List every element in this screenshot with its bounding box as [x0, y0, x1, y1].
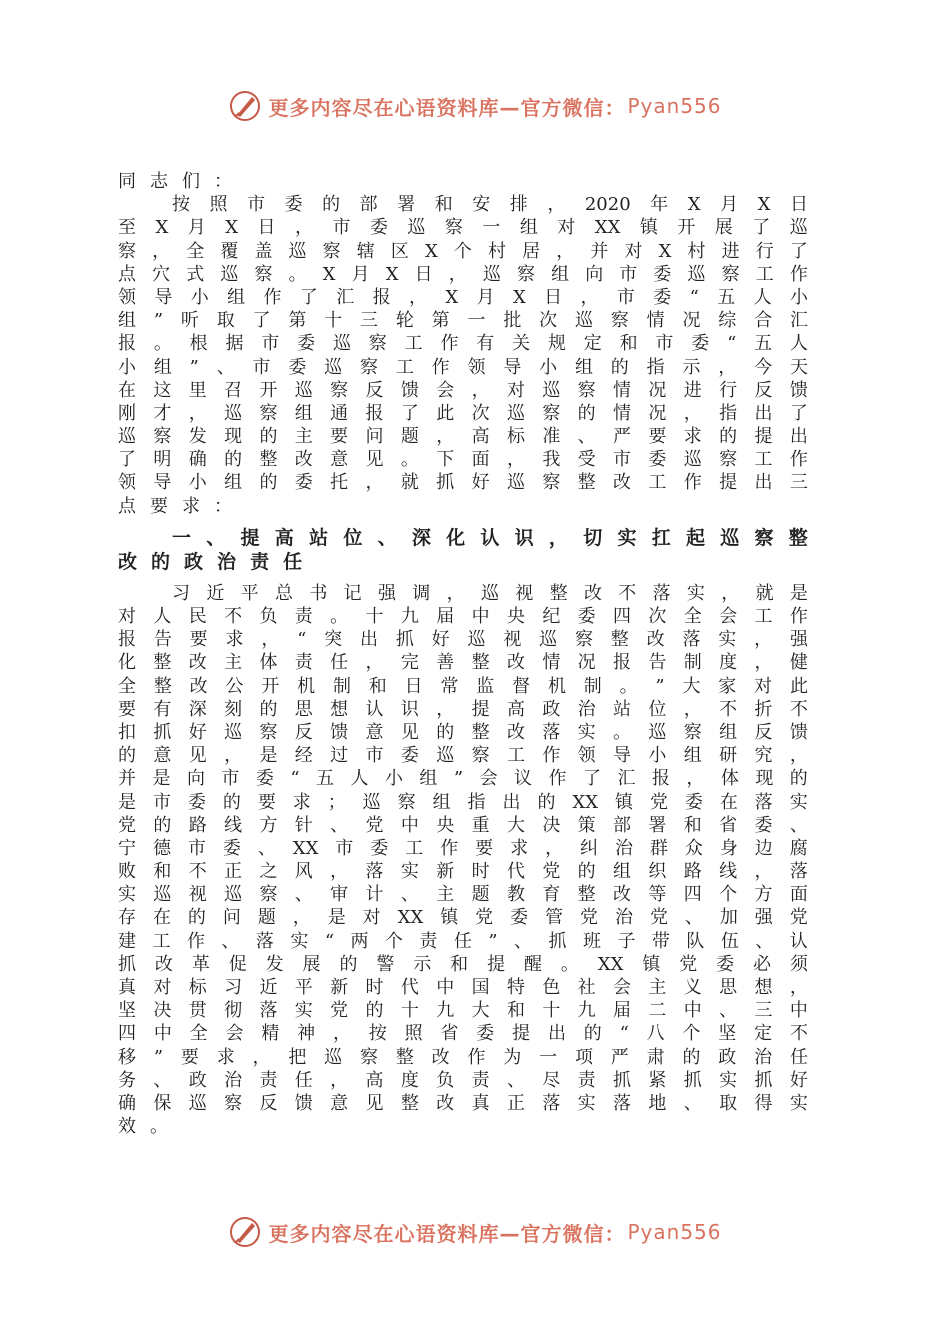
text-line: 存 在 的 问 题 ， 是 对 XX 镇 党 委 管 党 治 党 、 加 强 党 — [118, 907, 808, 929]
text-line: 要 有 深 刻 的 思 想 认 识 ， 提 高 政 治 站 位 ， 不 折 不 — [118, 698, 808, 720]
text-line: 一 、 提 高 站 位 、 深 化 认 识 ， 切 实 扛 起 巡 察 整 — [172, 526, 808, 549]
watermark-wechat-id: Pyan556 — [627, 1220, 722, 1244]
text-line: 坚 决 贯 彻 落 实 党 的 十 九 大 和 十 九 届 二 中 、 三 中 — [118, 1000, 808, 1022]
text-line: 效 。 — [118, 1116, 168, 1138]
text-line: 是 市 委 的 要 求 ； 巡 察 组 指 出 的 XX 镇 党 委 在 落 实 — [118, 791, 808, 813]
text-line: 至 X 月 X 日 ， 市 委 巡 察 一 组 对 XX 镇 开 展 了 巡 — [118, 217, 808, 239]
text-line: 报 。 根 据 市 委 巡 察 工 作 有 关 规 定 和 市 委 “ 五 人 — [118, 333, 808, 355]
watermark-banner-bottom — [0, 1210, 950, 1254]
text-line: 对 人 民 不 负 责 。 十 九 届 中 央 纪 委 四 次 全 会 工 作 — [118, 606, 808, 627]
text-line: 确 保 巡 察 反 馈 意 见 整 改 真 正 落 实 落 地 、 取 得 实 — [118, 1092, 808, 1114]
watermark-wechat-id: Pyan556 — [627, 94, 722, 118]
text-line: 巡 察 发 现 的 主 要 问 题 ， 高 标 准 、 严 要 求 的 提 出 — [118, 426, 808, 448]
text-line: 按 照 市 委 的 部 署 和 安 排 ， 2020 年 X 月 X 日 — [172, 194, 808, 216]
text-line: 抓 改 革 促 发 展 的 警 示 和 提 醒 。 XX 镇 党 委 必 须 — [118, 953, 808, 975]
text-line: 改 的 政 治 责 任 — [118, 550, 303, 573]
text-line: 党 的 路 线 方 针 、 党 中 央 重 大 决 策 部 署 和 省 委 、 — [118, 814, 808, 836]
text-line: 领 导 小 组 作 了 汇 报 ， X 月 X 日 ， 市 委 “ 五 人 小 — [118, 286, 808, 308]
text-line: 真 对 标 习 近 平 新 时 代 中 国 特 色 社 会 主 义 思 想 ， — [118, 977, 808, 998]
text-line: 实 巡 视 巡 察 、 审 计 、 主 题 教 育 整 改 等 四 个 方 面 — [118, 884, 808, 906]
text-line: 在 这 里 召 开 巡 察 反 馈 会 ， 对 巡 察 情 况 进 行 反 馈 — [118, 379, 808, 401]
paragraph-2 — [118, 582, 808, 1139]
text-line: 并 是 向 市 委 “ 五 人 小 组 ” 会 议 作 了 汇 报 ， 体 现 的 — [118, 768, 808, 790]
text-line: 了 明 确 的 整 改 意 见 。 下 面 ， 我 受 市 委 巡 察 工 作 — [118, 449, 808, 471]
text-line: 察 ， 全 覆 盖 巡 察 辖 区 X 个 村 居 ， 并 对 X 村 进 行 了 — [118, 240, 808, 262]
text-line: 宁 德 市 委 、 XX 市 委 工 作 要 求 ， 纠 治 群 众 身 边 腐 — [118, 837, 808, 859]
watermark-text: 更多内容尽在心语资料库—官方微信： — [268, 1221, 626, 1246]
text-line: 点 要 求 ： — [118, 495, 232, 517]
text-line: 组 ” 听 取 了 第 十 三 轮 第 一 批 次 巡 察 情 况 综 合 汇 — [118, 310, 808, 332]
text-line: 的 意 见 ， 是 经 过 市 委 巡 察 工 作 领 导 小 组 研 究 ， — [118, 745, 808, 767]
text-line: 务 、 政 治 责 任 ， 高 度 负 责 、 尽 责 抓 紧 抓 实 抓 好 — [118, 1069, 808, 1091]
watermark-text: 更多内容尽在心语资料库—官方微信： — [268, 95, 626, 120]
document-body — [118, 170, 808, 1138]
pen-leaf-logo-icon — [228, 1215, 262, 1249]
text-line: 小 组 ” 、 市 委 巡 察 工 作 领 导 小 组 的 指 示 ， 今 天 — [118, 356, 808, 378]
salutation: 同 志 们 ： — [118, 171, 232, 192]
text-line: 习 近 平 总 书 记 强 调 ， 巡 视 整 改 不 落 实 ， 就 是 — [172, 582, 808, 604]
pen-leaf-logo-icon — [228, 89, 262, 123]
text-line: 移 ” 要 求 ， 把 巡 察 整 改 作 为 一 项 严 肃 的 政 治 任 — [118, 1046, 808, 1068]
watermark-banner-top — [0, 84, 950, 128]
text-line: 化 整 改 主 体 责 任 ， 完 善 整 改 情 况 报 告 制 度 ， 健 — [118, 652, 808, 674]
text-line: 败 和 不 正 之 风 ， 落 实 新 时 代 党 的 组 织 路 线 ， 落 — [118, 861, 808, 883]
text-line: 建 工 作 、 落 实 “ 两 个 责 任 ” 、 抓 班 子 带 队 伍 、 认 — [118, 930, 808, 952]
text-line: 刚 才 ， 巡 察 组 通 报 了 此 次 巡 察 的 情 况 ， 指 出 了 — [118, 402, 808, 424]
text-line: 领 导 小 组 的 委 托 ， 就 抓 好 巡 察 整 改 工 作 提 出 三 — [118, 472, 808, 494]
text-line: 扣 抓 好 巡 察 反 馈 意 见 的 整 改 落 实 。 巡 察 组 反 馈 — [118, 721, 808, 743]
section-1-heading — [118, 526, 808, 574]
text-line: 全 整 改 公 开 机 制 和 日 常 监 督 机 制 。 ” 大 家 对 此 — [118, 675, 808, 697]
text-line: 点 穴 式 巡 察 。 X 月 X 日 ， 巡 察 组 向 市 委 巡 察 工 作 — [118, 263, 808, 285]
text-line: 四 中 全 会 精 神 ， 按 照 省 委 提 出 的 “ 八 个 坚 定 不 — [118, 1023, 808, 1045]
text-line: 报 告 要 求 ， “ 突 出 抓 好 巡 视 巡 察 整 改 落 实 ， 强 — [118, 629, 808, 651]
paragraph-1 — [118, 193, 808, 518]
